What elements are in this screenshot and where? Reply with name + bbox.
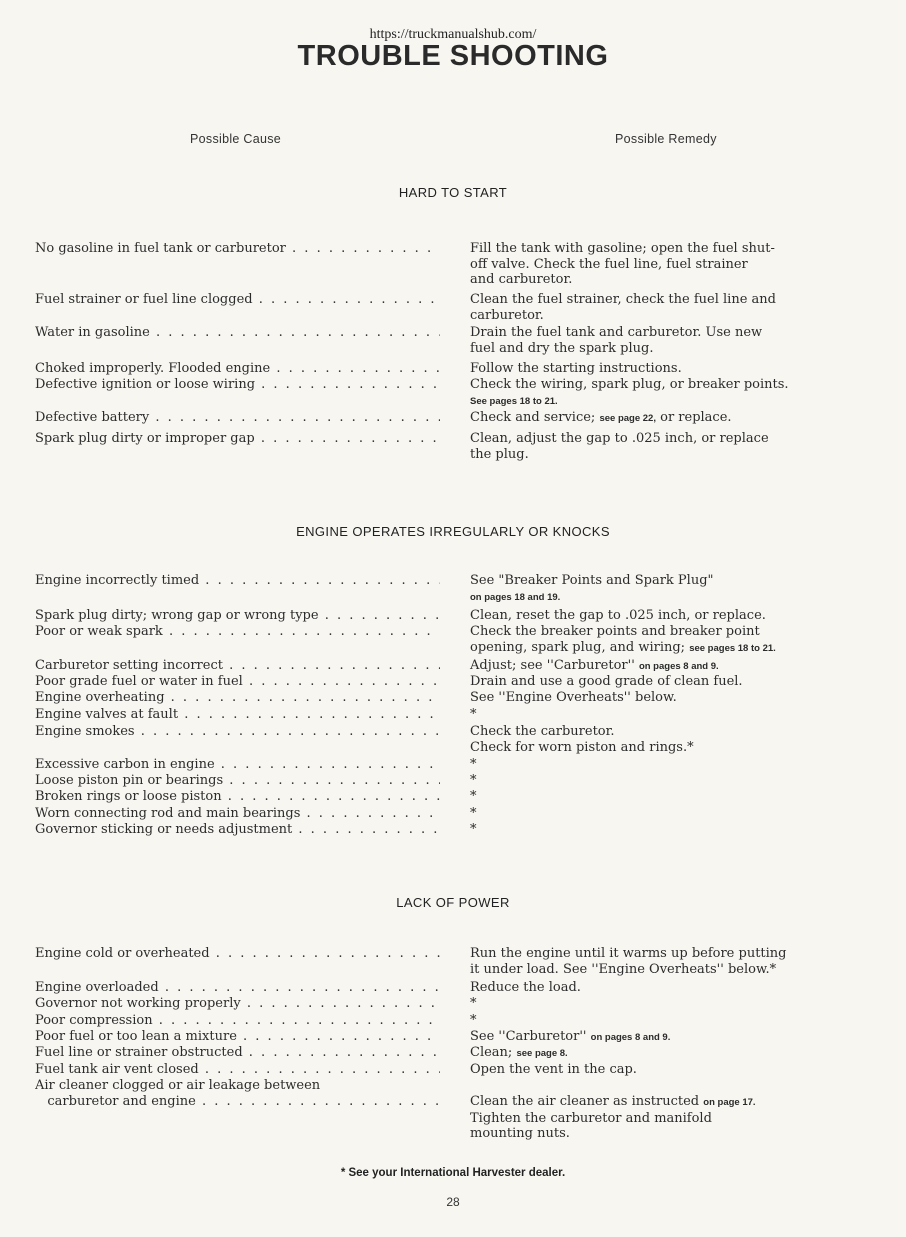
remedy-label: See ''Carburetor'' [470, 1029, 587, 1044]
possible-remedy [470, 674, 900, 690]
remedy-label: See "Breaker Points and Spark Plug" [470, 573, 714, 588]
remedy-label: Follow the starting instructions. [470, 361, 682, 376]
cause-label: Fuel line or strainer obstructed [35, 1045, 243, 1060]
possible-remedy [470, 996, 900, 1012]
cause-label: Governor sticking or needs adjustment [35, 822, 293, 837]
page-number: 28 [446, 1195, 460, 1209]
remedy-label: * [470, 822, 477, 837]
possible-remedy [470, 1094, 900, 1142]
remedy-continuation: Tighten the carburetor and manifold mounting nuts. [470, 1110, 712, 1141]
cause-label: Poor or weak spark [35, 624, 163, 639]
possible-remedy [470, 608, 900, 624]
leader-dots [215, 757, 440, 772]
possible-remedy [470, 806, 900, 822]
possible-cause [35, 1094, 440, 1110]
leader-dots [222, 789, 440, 804]
possible-remedy [470, 377, 900, 409]
possible-cause [35, 789, 440, 805]
leader-dots [253, 292, 440, 307]
possible-cause [35, 996, 440, 1012]
leader-dots [149, 410, 440, 425]
page-reference: on pages 8 and 9. [590, 1032, 671, 1043]
possible-cause [35, 674, 440, 690]
remedy-label: Fill the tank with gasoline; open the fuel shut- off valve. Check the fuel line, fuel strainer and carburetor. [470, 241, 775, 287]
leader-dots [196, 1094, 440, 1109]
remedy-label: Clean the fuel strainer, check the fuel line and carburetor. [470, 292, 776, 323]
remedy-label: Adjust; see ''Carburetor'' [470, 658, 635, 673]
leader-dots [178, 707, 440, 722]
remedy-label: * [470, 757, 477, 772]
cause-label: Governor not working properly [35, 996, 241, 1011]
cause-label: Choked improperly. Flooded engine [35, 361, 271, 376]
cause-label: carburetor and engine [35, 1094, 196, 1109]
remedy-label: * [470, 773, 477, 788]
page-reference: see page 8. [516, 1048, 568, 1059]
leader-dots [286, 241, 440, 256]
column-header-remedy: Possible Remedy [615, 132, 717, 146]
cause-label: Poor compression [35, 1013, 153, 1028]
remedy-label: Drain and use a good grade of clean fuel. [470, 674, 743, 689]
remedy-label: Run the engine until it warms up before putting it under load. See ''Engine Overheats'' below.* [470, 946, 787, 977]
source-url[interactable]: https://truckmanualshub.com/ [369, 27, 537, 42]
remedy-label: * [470, 707, 477, 722]
leader-dots [243, 1045, 440, 1060]
page-reference: see page 22, [599, 413, 656, 424]
page-reference: on pages 18 and 19. [470, 591, 561, 603]
possible-cause [35, 724, 440, 740]
possible-cause [35, 410, 440, 426]
remedy-label: * [470, 996, 477, 1011]
column-header-cause: Possible Cause [190, 132, 282, 146]
cause-label: Fuel strainer or fuel line clogged [35, 292, 253, 307]
remedy-label: See ''Engine Overheats'' below. [470, 690, 677, 705]
cause-label: Spark plug dirty or improper gap [35, 431, 255, 446]
cause-label: Fuel tank air vent closed [35, 1062, 199, 1077]
possible-remedy [470, 822, 900, 838]
possible-cause [35, 806, 440, 822]
possible-remedy [470, 757, 900, 773]
possible-cause [35, 707, 440, 723]
leader-dots [255, 377, 440, 392]
cause-label: Defective ignition or loose wiring [35, 377, 256, 392]
leader-dots [241, 996, 440, 1011]
possible-remedy [470, 361, 900, 377]
possible-remedy [470, 624, 900, 656]
page-reference: See pages 18 to 21. [470, 395, 558, 407]
possible-cause [35, 377, 440, 393]
section-title: LACK OF POWER [396, 895, 510, 910]
remedy-label: Check the breaker points and breaker point opening, spark plug, and wiring; [470, 624, 760, 655]
possible-cause [35, 573, 440, 589]
page-reference: on pages 8 and 9. [638, 661, 719, 672]
cause-label: Engine valves at fault [35, 707, 179, 722]
possible-cause [35, 1062, 440, 1078]
cause-label: Water in gasoline [35, 325, 150, 340]
cause-label: Spark plug dirty; wrong gap or wrong type [35, 608, 319, 623]
remedy-label: Clean; [470, 1045, 513, 1060]
remedy-label: Check the carburetor. Check for worn piston and rings.* [470, 724, 694, 755]
cause-label: Air cleaner clogged or air leakage between [35, 1078, 321, 1093]
possible-remedy [470, 707, 900, 723]
possible-cause [35, 431, 440, 447]
possible-remedy [470, 946, 900, 977]
section-title: ENGINE OPERATES IRREGULARLY OR KNOCKS [296, 524, 610, 539]
remedy-label: Check and service; [470, 410, 596, 425]
leader-dots [199, 573, 440, 588]
possible-remedy [470, 241, 900, 288]
possible-remedy [470, 980, 900, 996]
leader-dots [255, 431, 440, 446]
cause-label: Engine overloaded [35, 980, 159, 995]
cause-label: Poor fuel or too lean a mixture [35, 1029, 237, 1044]
page-reference: on page 17. [703, 1097, 756, 1108]
leader-dots [292, 822, 440, 837]
possible-cause [35, 690, 440, 706]
leader-dots [153, 1013, 440, 1028]
remedy-label: * [470, 806, 477, 821]
possible-remedy [470, 292, 900, 323]
remedy-label: Clean the air cleaner as instructed [470, 1094, 700, 1109]
possible-remedy [470, 658, 900, 675]
possible-remedy [470, 773, 900, 789]
possible-remedy [470, 573, 900, 605]
remedy-label: Clean, reset the gap to .025 inch, or replace. [470, 608, 766, 623]
leader-dots [243, 674, 440, 689]
remedy-label: Drain the fuel tank and carburetor. Use new fuel and dry the spark plug. [470, 325, 763, 356]
leader-dots [319, 608, 440, 623]
cause-label: Engine overheating [35, 690, 165, 705]
cause-label: Engine smokes [35, 724, 135, 739]
possible-cause [35, 292, 440, 308]
possible-cause [35, 757, 440, 773]
remedy-label: * [470, 789, 477, 804]
possible-cause [35, 608, 440, 624]
remedy-label: Clean, adjust the gap to .025 inch, or replace the plug. [470, 431, 769, 462]
cause-label: Worn connecting rod and main bearings [35, 806, 301, 821]
remedy-label: Check the wiring, spark plug, or breaker points. [470, 377, 789, 392]
leader-dots [223, 658, 440, 673]
possible-cause [35, 1045, 440, 1061]
leader-dots [135, 724, 440, 739]
possible-cause [35, 325, 440, 341]
remedy-tail: or replace. [655, 410, 732, 425]
cause-label: Engine cold or overheated [35, 946, 210, 961]
possible-remedy [470, 690, 900, 706]
possible-remedy [470, 431, 900, 462]
possible-cause [35, 241, 440, 257]
page-title: TROUBLE SHOOTING [297, 40, 609, 72]
possible-remedy [470, 1029, 900, 1046]
possible-cause [35, 624, 440, 640]
leader-dots [210, 946, 440, 961]
cause-label: Loose piston pin or bearings [35, 773, 224, 788]
possible-cause [35, 1078, 440, 1094]
leader-dots [223, 773, 440, 788]
remedy-label: Open the vent in the cap. [470, 1062, 637, 1077]
possible-remedy [470, 410, 900, 427]
cause-label: Carburetor setting incorrect [35, 658, 223, 673]
possible-remedy [470, 789, 900, 805]
leader-dots [270, 361, 440, 376]
cause-label: Broken rings or loose piston [35, 789, 222, 804]
possible-remedy [470, 325, 900, 356]
possible-cause [35, 361, 440, 377]
possible-cause [35, 946, 440, 962]
possible-remedy [470, 724, 900, 755]
possible-cause [35, 980, 440, 996]
remedy-label: * [470, 1013, 477, 1028]
footnote: * See your International Harvester dealer. [340, 1167, 566, 1179]
possible-cause [35, 1029, 440, 1045]
section-title: HARD TO START [398, 185, 508, 200]
possible-cause [35, 773, 440, 789]
leader-dots [150, 325, 440, 340]
possible-cause [35, 658, 440, 674]
cause-label: Poor grade fuel or water in fuel [35, 674, 243, 689]
possible-remedy [470, 1045, 900, 1062]
leader-dots [199, 1062, 440, 1077]
possible-cause [35, 1013, 440, 1029]
possible-remedy [470, 1013, 900, 1029]
page-reference: see pages 18 to 21. [689, 642, 776, 654]
leader-dots [237, 1029, 440, 1044]
cause-label: Defective battery [35, 410, 150, 425]
remedy-label: Reduce the load. [470, 980, 581, 995]
leader-dots [159, 980, 440, 995]
leader-dots [163, 624, 440, 639]
cause-label: Excessive carbon in engine [35, 757, 215, 772]
cause-label: No gasoline in fuel tank or carburetor [35, 241, 286, 256]
possible-remedy [470, 1062, 900, 1078]
leader-dots [300, 806, 440, 821]
cause-label: Engine incorrectly timed [35, 573, 200, 588]
possible-cause [35, 822, 440, 838]
leader-dots [165, 690, 440, 705]
